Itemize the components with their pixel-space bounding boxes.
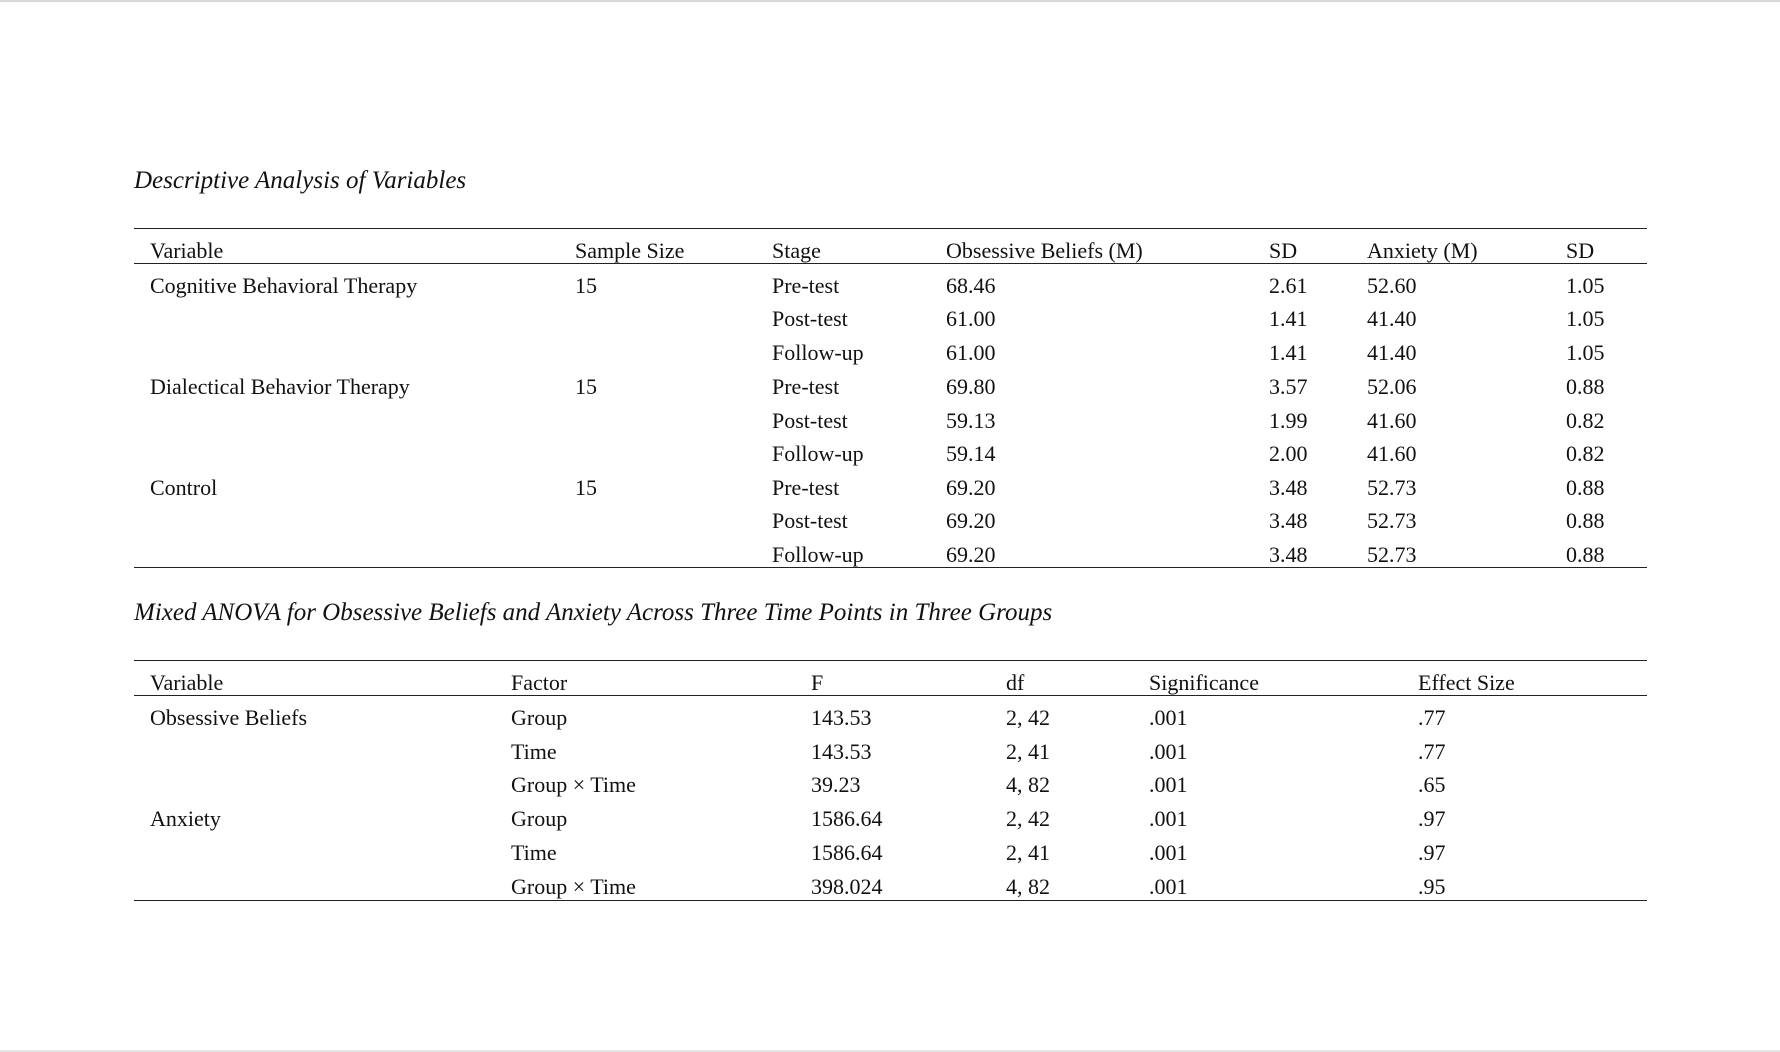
table1-table-cell: 3.48: [1269, 542, 1308, 567]
table2-table-cell: Anxiety: [150, 806, 221, 831]
table1-bottom-rule: [134, 567, 1647, 568]
table1-table-cell: 1.05: [1566, 273, 1605, 298]
table2-caption: Mixed ANOVA for Obsessive Beliefs and Anxiety Across Three Time Points in Three Groups: [134, 599, 1053, 626]
table1-header-cell: Stage: [772, 238, 821, 263]
table2-table-cell: 4, 82: [1006, 772, 1050, 797]
table1-table-cell: 41.60: [1367, 408, 1417, 433]
table1-table-cell: 1.41: [1269, 306, 1308, 331]
table1-table-cell: Pre-test: [772, 374, 840, 399]
table1-table-cell: 41.40: [1367, 306, 1417, 331]
table2-table-cell: .001: [1149, 739, 1188, 764]
table1-table-cell: 59.14: [946, 441, 996, 466]
table2-table-cell: 143.53: [811, 739, 872, 764]
table1-table-cell: 0.88: [1566, 475, 1605, 500]
table1-table-cell: 41.40: [1367, 340, 1417, 365]
table2-table-cell: .001: [1149, 874, 1188, 899]
table1-table-cell: 15: [575, 475, 597, 500]
table2-table-cell: 398.024: [811, 874, 883, 899]
table1-table-cell: 3.48: [1269, 475, 1308, 500]
table1-header-cell: Anxiety (M): [1367, 238, 1478, 263]
table1-table-cell: Follow-up: [772, 441, 864, 466]
table2-header-cell: df: [1006, 670, 1025, 695]
table2-table-cell: .001: [1149, 705, 1188, 730]
table1-table-cell: 3.48: [1269, 508, 1308, 533]
table1-table-cell: Pre-test: [772, 475, 840, 500]
table1-header-cell: Obsessive Beliefs (M): [946, 238, 1143, 263]
table1-table-cell: 1.41: [1269, 340, 1308, 365]
table1-table-cell: 61.00: [946, 306, 996, 331]
table1-table-cell: 3.57: [1269, 374, 1308, 399]
table1-table-cell: Pre-test: [772, 273, 840, 298]
table1-header-cell: SD: [1566, 238, 1595, 263]
table2-table-cell: .95: [1418, 874, 1446, 899]
table2-table-cell: 39.23: [811, 772, 861, 797]
table1-table-cell: 0.82: [1566, 408, 1605, 433]
table1-table-cell: 1.05: [1566, 306, 1605, 331]
table1-header-cell: Sample Size: [575, 238, 685, 263]
table1-top-rule: [134, 228, 1647, 229]
table1-table-cell: 69.80: [946, 374, 996, 399]
table1-table-cell: 1.99: [1269, 408, 1308, 433]
table2-table-cell: 1586.64: [811, 840, 883, 865]
table1-table-cell: 61.00: [946, 340, 996, 365]
table2-table-cell: Group: [511, 806, 568, 831]
table2-header-cell: F: [811, 670, 824, 695]
table2-table-cell: Group × Time: [511, 874, 636, 899]
table2-table-cell: 2, 42: [1006, 705, 1050, 730]
table1-table-cell: 52.60: [1367, 273, 1417, 298]
table2-table-cell: .97: [1418, 806, 1446, 831]
table1-table-cell: 52.73: [1367, 542, 1417, 567]
table2-table-cell: Group × Time: [511, 772, 636, 797]
table1-table-cell: 15: [575, 374, 597, 399]
table1-table-cell: 52.06: [1367, 374, 1417, 399]
table1-table-cell: 0.82: [1566, 441, 1605, 466]
table2-bottom-rule: [134, 900, 1647, 901]
table1-header-cell: SD: [1269, 238, 1298, 263]
table1-caption: Descriptive Analysis of Variables: [134, 167, 467, 194]
table2-header-cell: Effect Size: [1418, 670, 1515, 695]
table2-table-cell: Obsessive Beliefs: [150, 705, 308, 730]
table2-table-cell: Time: [511, 739, 557, 764]
table2-table-cell: .001: [1149, 806, 1188, 831]
table2-table-cell: 2, 41: [1006, 840, 1050, 865]
table1-table-cell: Post-test: [772, 306, 848, 331]
table2-table-cell: 2, 42: [1006, 806, 1050, 831]
table1-table-cell: 52.73: [1367, 475, 1417, 500]
table1-table-cell: 0.88: [1566, 508, 1605, 533]
table1-table-cell: Follow-up: [772, 542, 864, 567]
table2-table-cell: .77: [1418, 739, 1446, 764]
table1-table-cell: Control: [150, 475, 218, 500]
table1-table-cell: 15: [575, 273, 597, 298]
table2-header-cell: Variable: [150, 670, 224, 695]
table2-table-cell: 1586.64: [811, 806, 883, 831]
table2-table-cell: .65: [1418, 772, 1446, 797]
table2-top-rule: [134, 660, 1647, 661]
page-top-border: [0, 0, 1780, 2]
table1-table-cell: 0.88: [1566, 542, 1605, 567]
table1-table-cell: 1.05: [1566, 340, 1605, 365]
table2-table-cell: .97: [1418, 840, 1446, 865]
table2-table-cell: .001: [1149, 772, 1188, 797]
table1-table-cell: 52.73: [1367, 508, 1417, 533]
table1-table-cell: 59.13: [946, 408, 996, 433]
table1-table-cell: Dialectical Behavior Therapy: [150, 374, 410, 399]
table1-table-cell: 0.88: [1566, 374, 1605, 399]
table1-table-cell: 68.46: [946, 273, 996, 298]
table2-header-cell: Significance: [1149, 670, 1259, 695]
table1-header-cell: Variable: [150, 238, 224, 263]
table1-table-cell: Cognitive Behavioral Therapy: [150, 273, 418, 298]
table2-table-cell: Time: [511, 840, 557, 865]
table1-table-cell: 2.61: [1269, 273, 1308, 298]
table1-table-cell: Post-test: [772, 508, 848, 533]
table1-table-cell: 2.00: [1269, 441, 1308, 466]
table1-table-cell: Post-test: [772, 408, 848, 433]
table2-table-cell: .001: [1149, 840, 1188, 865]
table1-table-cell: 69.20: [946, 475, 996, 500]
table2-table-cell: 143.53: [811, 705, 872, 730]
table1-table-cell: Follow-up: [772, 340, 864, 365]
table2-table-cell: 2, 41: [1006, 739, 1050, 764]
table2-table-cell: Group: [511, 705, 568, 730]
table1-table-cell: 69.20: [946, 508, 996, 533]
table2-table-cell: .77: [1418, 705, 1446, 730]
table1-table-cell: 41.60: [1367, 441, 1417, 466]
table1-table-cell: 69.20: [946, 542, 996, 567]
table2-table-cell: 4, 82: [1006, 874, 1050, 899]
table2-header-cell: Factor: [511, 670, 568, 695]
